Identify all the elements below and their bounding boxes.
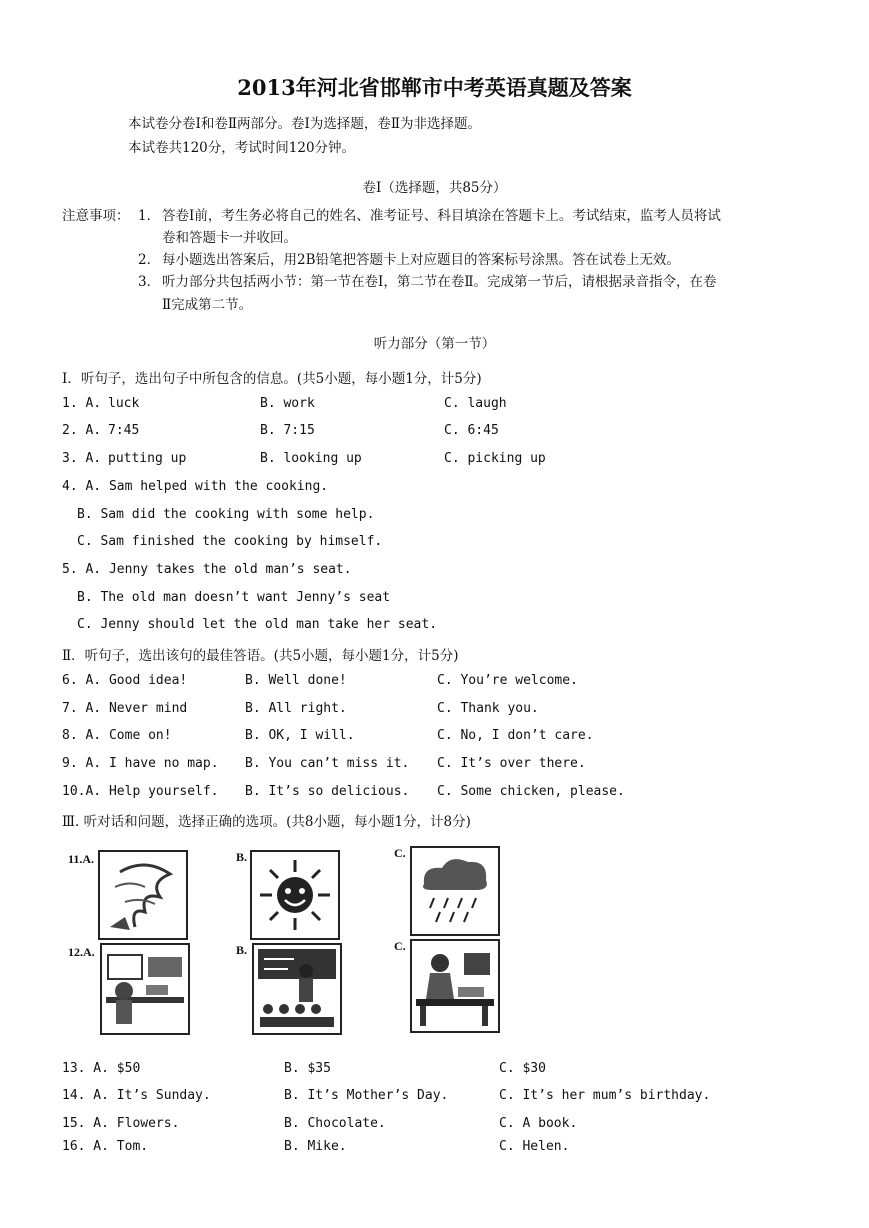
option-b: B. The old man doesn’t want Jenny’s seat <box>77 590 391 605</box>
option-b: B. $35 <box>284 1061 331 1076</box>
rain-cloud-icon <box>412 848 498 934</box>
option-b: B. work <box>260 396 315 411</box>
option-b: B. OK, I will. <box>245 728 355 743</box>
picture-label: 11.A. <box>68 852 95 866</box>
option-a: 7:45 <box>108 423 140 438</box>
picture-computer <box>100 943 190 1035</box>
tornado-icon <box>100 852 186 938</box>
option-a: 6. A. Good idea! <box>62 673 188 688</box>
picture-sunny <box>250 850 340 940</box>
option-c: C. picking up <box>444 451 546 466</box>
picture-classroom <box>252 943 342 1035</box>
option-b: B. It’s so delicious. <box>245 784 410 799</box>
option-b: B. Sam did the cooking with some help. <box>77 507 375 522</box>
option-a: 13. A. $50 <box>62 1061 141 1076</box>
option-a: 8. A. Come on! <box>62 728 172 743</box>
option-c: C. It’s her mum’s birthday. <box>499 1088 711 1103</box>
picture-office <box>410 939 500 1033</box>
option-c: C. You’re welcome. <box>437 673 578 688</box>
option-b: B. All right. <box>245 701 347 716</box>
note-num: 1． <box>138 208 161 224</box>
sun-icon <box>252 852 338 938</box>
volume-heading: 卷Ⅰ（选择题，共85分） <box>362 180 507 196</box>
option-c: C. Thank you. <box>437 701 539 716</box>
option-a: 7. A. Never mind <box>62 701 188 716</box>
question-number: 2. A. <box>62 423 102 438</box>
option-c: C. laugh <box>444 396 507 411</box>
picture-label: 12.A. <box>68 945 95 959</box>
note-text: 每小题选出答案后，用2B铅笔把答题卡上对应题目的答案标号涂黑。答在试卷上无效。 <box>162 252 681 268</box>
section3-heading: Ⅲ. 听对话和问题，选择正确的选项。(共8小题，每小题1分，计8分) <box>62 814 471 830</box>
picture-label: C. <box>394 939 406 953</box>
option-a: luck <box>108 396 140 411</box>
note-text: 听力部分共包括两小节：第一节在卷Ⅰ，第二节在卷Ⅱ。完成第一节后，请根据录音指令，在卷 <box>162 274 717 290</box>
listening-heading: 听力部分（第一节） <box>373 336 496 352</box>
notes-label: 注意事项： <box>62 208 130 224</box>
picture-rainy <box>410 846 500 936</box>
option-c: C. $30 <box>499 1061 546 1076</box>
option-a: 16. A. Tom. <box>62 1139 149 1154</box>
section2-heading: Ⅱ．听句子，选出该句的最佳答语。(共5小题，每小题1分，计5分) <box>62 648 459 664</box>
option-a: 5. A. Jenny takes the old man’s seat. <box>62 562 352 577</box>
intro-line: 本试卷分卷Ⅰ和卷Ⅱ两部分。卷Ⅰ为选择题，卷Ⅱ为非选择题。 <box>128 116 482 132</box>
question-number: 1. A. <box>62 396 102 411</box>
page-title: 2013年河北省邯郸市中考英语真题及答案 <box>237 75 632 100</box>
intro-line: 本试卷共120分，考试时间120分钟。 <box>128 140 356 156</box>
option-c: C. Jenny should let the old man take her seat. <box>77 617 438 632</box>
option-c: C. No, I don’t care. <box>437 728 594 743</box>
option-c: C. Helen. <box>499 1139 570 1154</box>
option-c: C. A book. <box>499 1116 578 1131</box>
office-worker-icon <box>412 941 498 1031</box>
option-b: B. 7:15 <box>260 423 315 438</box>
option-b: B. You can’t miss it. <box>245 756 410 771</box>
option-c: C. Some chicken, please. <box>437 784 625 799</box>
section1-heading: Ⅰ．听句子，选出句子中所包含的信息。(共5小题，每小题1分，计5分) <box>62 371 482 387</box>
option-a: putting up <box>108 451 187 466</box>
option-a: 4. A. Sam helped with the cooking. <box>62 479 329 494</box>
option-c: C. It’s over there. <box>437 756 586 771</box>
classroom-icon <box>254 945 340 1033</box>
note-text: 卷和答题卡一并收回。 <box>162 230 297 246</box>
picture-wind <box>98 850 188 940</box>
option-a: 9. A. I have no map. <box>62 756 219 771</box>
option-a: 15. A. Flowers. <box>62 1116 180 1131</box>
option-a: 10.A. Help yourself. <box>62 784 219 799</box>
option-c: C. 6:45 <box>444 423 499 438</box>
question-number: 3. A. <box>62 451 102 466</box>
option-b: B. It’s Mother’s Day. <box>284 1088 449 1103</box>
picture-label: C. <box>394 846 406 860</box>
note-text: Ⅱ完成第二节。 <box>162 297 253 313</box>
option-c: C. Sam finished the cooking by himself. <box>77 534 383 549</box>
computer-desk-icon <box>102 945 188 1033</box>
note-text: 答卷Ⅰ前，考生务必将自己的姓名、准考证号、科目填涂在答题卡上。考试结束，监考人员将试 <box>162 208 721 224</box>
option-b: B. Well done! <box>245 673 347 688</box>
option-b: B. looking up <box>260 451 362 466</box>
picture-label: B. <box>236 850 248 864</box>
option-b: B. Chocolate. <box>284 1116 386 1131</box>
option-a: 14. A. It’s Sunday. <box>62 1088 211 1103</box>
picture-label: B. <box>236 943 248 957</box>
note-num: 3． <box>138 274 161 290</box>
option-b: B. Mike. <box>284 1139 347 1154</box>
note-num: 2． <box>138 252 161 268</box>
